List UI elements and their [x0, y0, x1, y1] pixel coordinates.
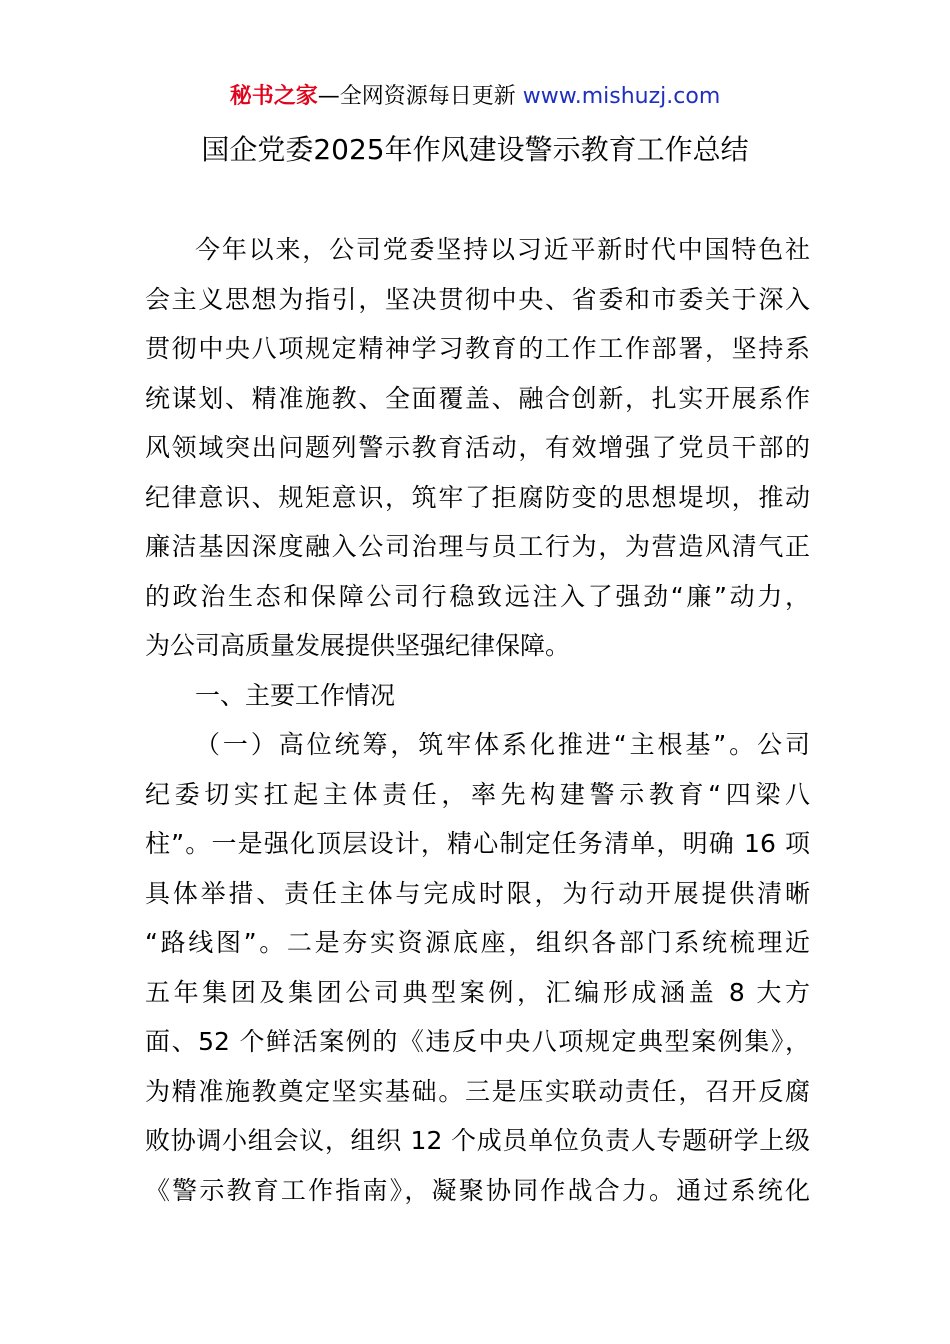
paragraph-line: 为公司高质量发展提供坚强纪律保障。	[145, 631, 571, 660]
subsection-heading-line: （一）高位统筹，筑牢体系化推进“主根基”。公司	[195, 730, 810, 759]
paragraph-line: 的政治生态和保障公司行稳致远注入了强劲“廉”动力，	[145, 581, 810, 611]
paragraph-line: 贯彻中央八项规定精神学习教育的工作工作部署，坚持系	[145, 334, 810, 363]
brand-name: 秘书之家	[229, 84, 318, 109]
paragraph-line: 纪委切实扛起主体责任，率先构建警示教育“四梁八	[145, 779, 810, 809]
paragraph-line: 《警示教育工作指南》，凝聚协同作战合力。通过系统化	[145, 1175, 810, 1205]
paragraph-line: 面、52 个鲜活案例的《违反中央八项规定典型案例集》，	[145, 1027, 810, 1056]
paragraph-line: 廉洁基因深度融入公司治理与员工行为，为营造风清气正	[145, 532, 810, 561]
document-body	[145, 225, 810, 1215]
paragraph-line: 具体举措、责任主体与完成时限，为行动开展提供清晰	[145, 878, 810, 908]
paragraph-line: 柱”。一是强化顶层设计，精心制定任务清单，明确 16 项	[145, 829, 810, 858]
paragraph-line: 今年以来，公司党委坚持以习近平新时代中国特色社	[195, 235, 810, 264]
section-heading: 一、主要工作情况	[195, 680, 396, 710]
document-title: 国企党委2025年作风建设警示教育工作总结	[201, 133, 749, 166]
site-header	[0, 82, 950, 112]
paragraph-line: 败协调小组会议，组织 12 个成员单位负责人专题研学上级	[145, 1126, 810, 1155]
header-tagline: —全网资源每日更新	[317, 84, 523, 109]
paragraph-line: 统谋划、精准施教、全面覆盖、融合创新，扎实开展系作	[145, 383, 810, 413]
paragraph-line: “路线图”。二是夯实资源底座，组织各部门系统梳理近	[145, 928, 810, 957]
paragraph-line: 为精准施教奠定坚实基础。三是压实联动责任，召开反腐	[145, 1076, 810, 1106]
paragraph-line: 风领域突出问题列警示教育活动，有效增强了党员干部的	[145, 433, 810, 462]
site-url-link[interactable]: www.mishuzj.com	[522, 84, 721, 109]
paragraph-line: 会主义思想为指引，坚决贯彻中央、省委和市委关于深入	[145, 284, 810, 314]
paragraph-line: 纪律意识、规矩意识，筑牢了拒腐防变的思想堤坝，推动	[145, 482, 810, 512]
paragraph-line: 五年集团及集团公司典型案例，汇编形成涵盖 8 大方	[145, 977, 810, 1007]
